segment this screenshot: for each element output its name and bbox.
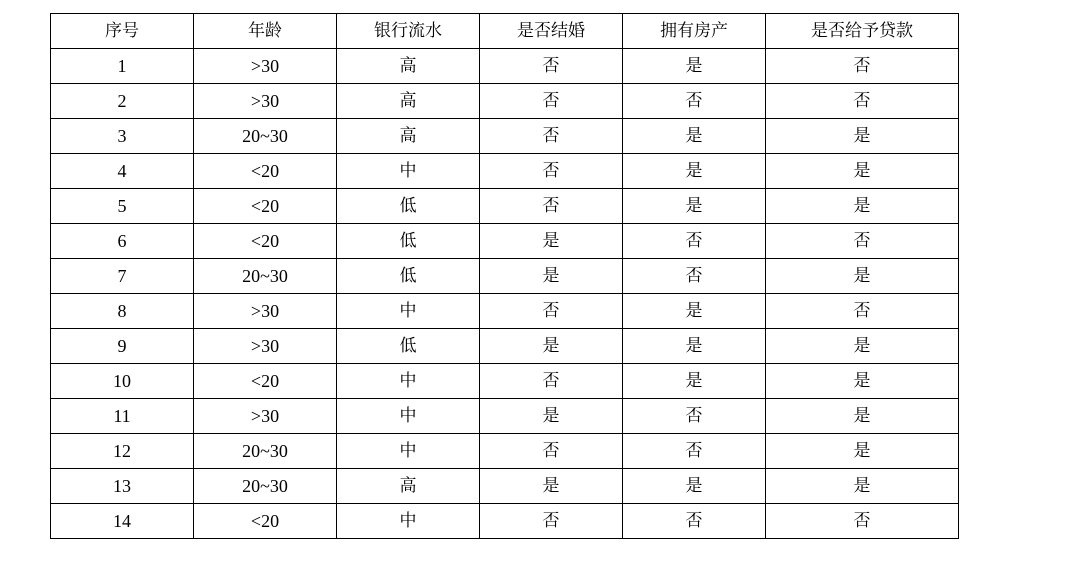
cell-bank-flow: 高: [337, 119, 480, 154]
table-row: [51, 504, 959, 539]
cell-married: 否: [480, 84, 623, 119]
cell-married: 是: [480, 224, 623, 259]
cell-property: 是: [623, 189, 766, 224]
cell-loan-granted: 是: [766, 364, 959, 399]
cell-married: 是: [480, 399, 623, 434]
cell-index: 12: [51, 434, 194, 469]
cell-index: 14: [51, 504, 194, 539]
cell-property: 否: [623, 504, 766, 539]
cell-property: 是: [623, 294, 766, 329]
cell-married: 否: [480, 189, 623, 224]
cell-property: 是: [623, 154, 766, 189]
table-row: [51, 259, 959, 294]
table-row: [51, 224, 959, 259]
cell-married: 是: [480, 469, 623, 504]
cell-age: <20: [194, 504, 337, 539]
cell-bank-flow: 低: [337, 224, 480, 259]
cell-property: 否: [623, 434, 766, 469]
cell-age: <20: [194, 364, 337, 399]
cell-property: 是: [623, 329, 766, 364]
cell-married: 否: [480, 49, 623, 84]
table-body: [51, 49, 959, 539]
cell-age: >30: [194, 49, 337, 84]
cell-loan-granted: 否: [766, 504, 959, 539]
table-row: [51, 84, 959, 119]
cell-bank-flow: 高: [337, 84, 480, 119]
cell-loan-granted: 是: [766, 119, 959, 154]
cell-property: 是: [623, 119, 766, 154]
cell-property: 否: [623, 84, 766, 119]
header-married: 是否结婚: [480, 14, 623, 49]
cell-loan-granted: 否: [766, 294, 959, 329]
loan-data-table-container: [50, 13, 959, 539]
loan-data-table: [50, 13, 959, 539]
header-loan-granted: 是否给予贷款: [766, 14, 959, 49]
header-property: 拥有房产: [623, 14, 766, 49]
cell-loan-granted: 否: [766, 84, 959, 119]
cell-loan-granted: 是: [766, 154, 959, 189]
table-row: [51, 154, 959, 189]
cell-age: <20: [194, 224, 337, 259]
cell-index: 3: [51, 119, 194, 154]
cell-bank-flow: 中: [337, 364, 480, 399]
cell-property: 是: [623, 364, 766, 399]
cell-loan-granted: 是: [766, 469, 959, 504]
cell-married: 否: [480, 364, 623, 399]
cell-index: 9: [51, 329, 194, 364]
table-row: [51, 294, 959, 329]
cell-loan-granted: 是: [766, 434, 959, 469]
cell-loan-granted: 是: [766, 399, 959, 434]
cell-property: 否: [623, 224, 766, 259]
cell-bank-flow: 高: [337, 469, 480, 504]
cell-index: 13: [51, 469, 194, 504]
cell-married: 否: [480, 154, 623, 189]
header-row: [51, 14, 959, 49]
table-header: [51, 14, 959, 49]
cell-loan-granted: 是: [766, 259, 959, 294]
cell-loan-granted: 是: [766, 189, 959, 224]
cell-bank-flow: 中: [337, 294, 480, 329]
cell-bank-flow: 高: [337, 49, 480, 84]
cell-age: <20: [194, 154, 337, 189]
cell-age: 20~30: [194, 469, 337, 504]
header-bank-flow: 银行流水: [337, 14, 480, 49]
cell-bank-flow: 低: [337, 189, 480, 224]
cell-index: 7: [51, 259, 194, 294]
cell-age: 20~30: [194, 119, 337, 154]
cell-index: 11: [51, 399, 194, 434]
table-row: [51, 399, 959, 434]
table-row: [51, 189, 959, 224]
cell-married: 否: [480, 294, 623, 329]
cell-married: 否: [480, 504, 623, 539]
cell-age: >30: [194, 399, 337, 434]
cell-bank-flow: 低: [337, 259, 480, 294]
cell-index: 6: [51, 224, 194, 259]
cell-married: 是: [480, 259, 623, 294]
table-row: [51, 364, 959, 399]
table-row: [51, 434, 959, 469]
cell-bank-flow: 低: [337, 329, 480, 364]
cell-property: 否: [623, 259, 766, 294]
cell-age: >30: [194, 84, 337, 119]
cell-loan-granted: 否: [766, 224, 959, 259]
cell-index: 1: [51, 49, 194, 84]
header-age: 年龄: [194, 14, 337, 49]
table-row: [51, 469, 959, 504]
cell-index: 8: [51, 294, 194, 329]
cell-index: 4: [51, 154, 194, 189]
cell-bank-flow: 中: [337, 434, 480, 469]
table-row: [51, 119, 959, 154]
cell-age: >30: [194, 294, 337, 329]
cell-property: 是: [623, 469, 766, 504]
cell-bank-flow: 中: [337, 154, 480, 189]
cell-bank-flow: 中: [337, 399, 480, 434]
table-row: [51, 49, 959, 84]
cell-married: 否: [480, 434, 623, 469]
cell-property: 否: [623, 399, 766, 434]
cell-age: 20~30: [194, 259, 337, 294]
cell-age: >30: [194, 329, 337, 364]
cell-index: 2: [51, 84, 194, 119]
cell-property: 是: [623, 49, 766, 84]
cell-loan-granted: 否: [766, 49, 959, 84]
cell-index: 10: [51, 364, 194, 399]
table-row: [51, 329, 959, 364]
cell-married: 否: [480, 119, 623, 154]
header-index: 序号: [51, 14, 194, 49]
cell-index: 5: [51, 189, 194, 224]
cell-married: 是: [480, 329, 623, 364]
cell-loan-granted: 是: [766, 329, 959, 364]
cell-age: <20: [194, 189, 337, 224]
cell-age: 20~30: [194, 434, 337, 469]
cell-bank-flow: 中: [337, 504, 480, 539]
